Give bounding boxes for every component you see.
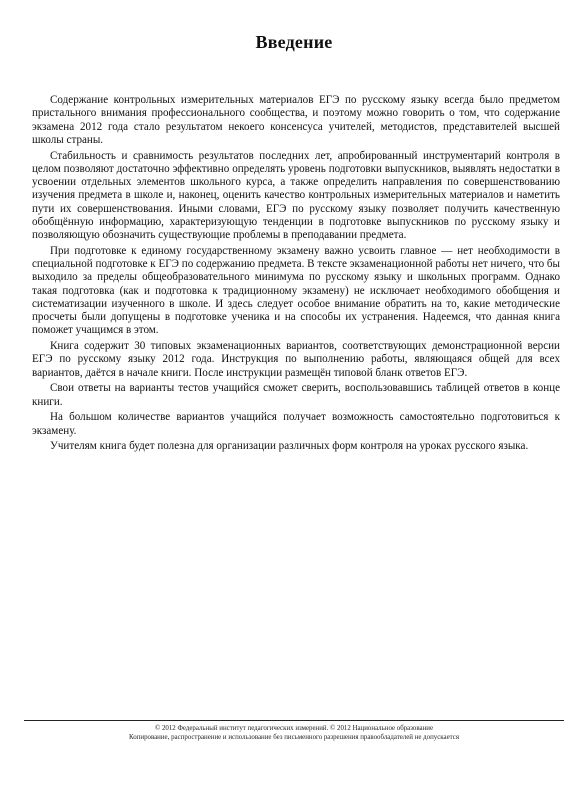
paragraph: При подготовке к единому государственному экзамену важно усвоить главное — нет необходимости в специальной подготовке к ЕГЭ по содержанию предмета. В тексте экзаменационной работы нет ничего, что бы выходило за пределы общеобразовательного минимума по русскому языку и школьных программ. Однако такая подготовка (как и подготовка к традиционному экзамену) не исключает необходимого обобщения и систематизации изученного в школе. И здесь следует особое внимание обратить на то, какие методические просчеты были допущены в подготовке ученика и на способы их устранения. Надеемся, что данная книга поможет учащимся в этом.	[32, 244, 560, 337]
paragraph: Свои ответы на варианты тестов учащийся сможет сверить, воспользовавшись таблицей ответов в конце книги.	[32, 382, 560, 408]
paragraph: Стабильность и сравнимость результатов последних лет, апробированный инструментарий контроля в целом позволяют достаточно эффективно определять уровень подготовки выпускников, выявлять недостатки в усвоении отдельных элементов школьного курса, а также определить направления по совершенствованию изучения предмета в школе и, наконец, оценить качество контрольных измерительных материалов и наметить пути их совершенствования. Иными словами, ЕГЭ по русскому языку позволяет получить качественную обобщённую информацию, характеризующую тенденции в подготовке выпускников по русскому языку и позволяющую обозначить существующие проблемы в преподавании предмета.	[32, 149, 560, 241]
body-text	[32, 94, 560, 456]
paragraph: На большом количестве вариантов учащийся получает возможность самостоятельно подготовиться к экзамену.	[32, 411, 560, 437]
copyright-line: © 2012 Федеральный институт педагогических измерений. © 2012 Национальное образование	[154, 725, 433, 732]
paragraph: Учителям книга будет полезна для организации различных форм контроля на уроках русского языка.	[50, 440, 529, 453]
paragraph: Книга содержит 30 типовых экзаменационных вариантов, соответствующих демонстрационной версии ЕГЭ по русскому языку 2012 года. Инструкция по выполнению работы, являющаяся общей для всех вариантов, даётся в начале книги. После инструкции размещён типовой бланк ответов ЕГЭ.	[32, 340, 560, 379]
paragraph: Содержание контрольных измерительных материалов ЕГЭ по русскому языку всегда было предметом пристального внимания профессионального сообщества, и поэтому можно говорить о том, что содержание экзамена 2012 года стало результатом некоего консенсуса учителей, методистов, представителей высшей школы страны.	[32, 94, 560, 146]
page-title: Введение	[255, 32, 333, 52]
copyright-notice: Копирование, распространение и использование без письменного разрешения правообладателей не допускается	[129, 734, 459, 741]
footer-divider	[24, 720, 564, 721]
